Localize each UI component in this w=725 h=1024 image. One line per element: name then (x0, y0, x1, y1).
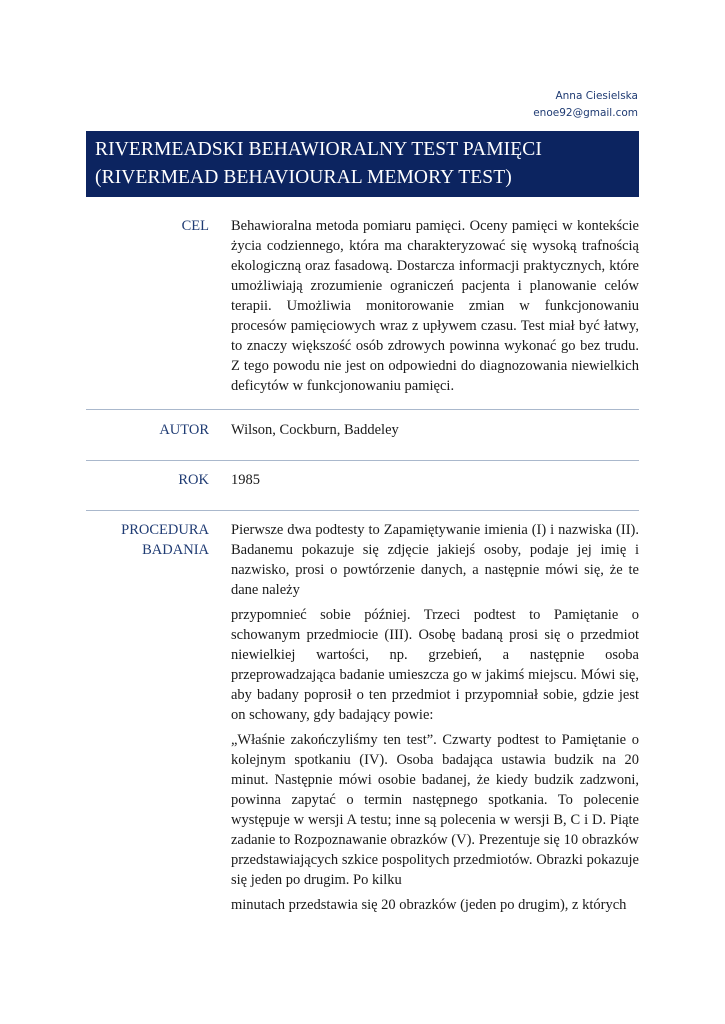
author-block (533, 88, 638, 122)
section-content-rok (231, 470, 639, 490)
autor-text: Wilson, Cockburn, Baddeley (231, 422, 399, 438)
procedura-paragraph-3: „Właśnie zakończyliśmy ten test”. Czwarty podtest to Pamiętanie o kolejnym spotkaniu (IV). Osoba badająca ustawia budzik na 20 minut. Następnie mówi osobie badanej, że kiedy budzik zadzwoni, powinna zapytać o termin następnego spotkania. To polecenie występuje w wersji A testu; inne są polecenia w wersji B, C i D. Piąte zadanie to Rozpoznawanie obrazków (V). Prezentuje się 10 obrazków przedstawiających szkice pospolitych przedmiotów. Obrazki pokazuje się jeden po drugim. Po kilku (231, 732, 639, 888)
procedura-paragraph-4: minutach przedstawia się 20 obrazków (jeden po drugim), z których (231, 897, 627, 913)
section-content-cel (231, 216, 639, 396)
section-label-cel: CEL (181, 218, 209, 234)
section-divider (86, 460, 639, 461)
section-label-autor: AUTOR (159, 422, 209, 438)
author-name: Anna Ciesielska (555, 90, 638, 102)
procedura-label-line1: PROCEDURA (121, 522, 209, 538)
section-divider (86, 510, 639, 511)
section-label-procedura (86, 520, 209, 560)
section-content-procedura (231, 520, 639, 915)
section-label-rok: ROK (178, 472, 209, 488)
title-line-polish: RIVERMEADSKI BEHAWIORALNY TEST PAMIĘCI (95, 139, 542, 160)
document-title (86, 131, 639, 197)
author-email: enoe92@gmail.com (533, 107, 638, 119)
procedura-label-line2: BADANIA (142, 542, 209, 558)
cel-paragraph: Behawioralna metoda pomiaru pamięci. Oceny pamięci w kontekście życia codziennego, która ma charakteryzować się wysoką trafnością ekologiczną oraz fasadową. Dostarcza informacji praktycznych, które umożliwiają zrozumienie ograniczeń pacjenta i planowanie celów terapii. Umożliwia monitorowanie zmian w funkcjonowaniu procesów pamięciowych wraz z upływem czasu. Test miał być łatwy, to znaczy większość osób zdrowych powinna wykonać go bez trudu. Z tego powodu nie jest on odpowiedni do diagnozowania niewielkich deficytów w funkcjonowaniu pamięci. (231, 218, 639, 394)
rok-text: 1985 (231, 472, 260, 488)
section-content-autor (231, 420, 639, 440)
section-divider (86, 409, 639, 410)
procedura-paragraph-2: przypomnieć sobie później. Trzeci podtest to Pamiętanie o schowanym przedmiocie (III). Osobę badaną prosi się o przedmiot niewielkiej wartości, np. grzebień, a następnie osoba przeprowadzająca badanie umieszcza go w jakimś miejscu. Mówi się, aby badany poprosił o ten przedmiot i przypomniał sobie, gdzie jest on schowany, gdy badający powie: (231, 607, 639, 723)
title-line-english: (RIVERMEAD BEHAVIOURAL MEMORY TEST) (95, 167, 512, 188)
procedura-paragraph-1: Pierwsze dwa podtesty to Zapamiętywanie imienia (I) i nazwiska (II). Badanemu pokazuje się zdjęcie jakiejś osoby, podaje jej imię i nazwisko, prosi o powtórzenie danych, a następnie mówi się, że te dane należy (231, 522, 639, 598)
